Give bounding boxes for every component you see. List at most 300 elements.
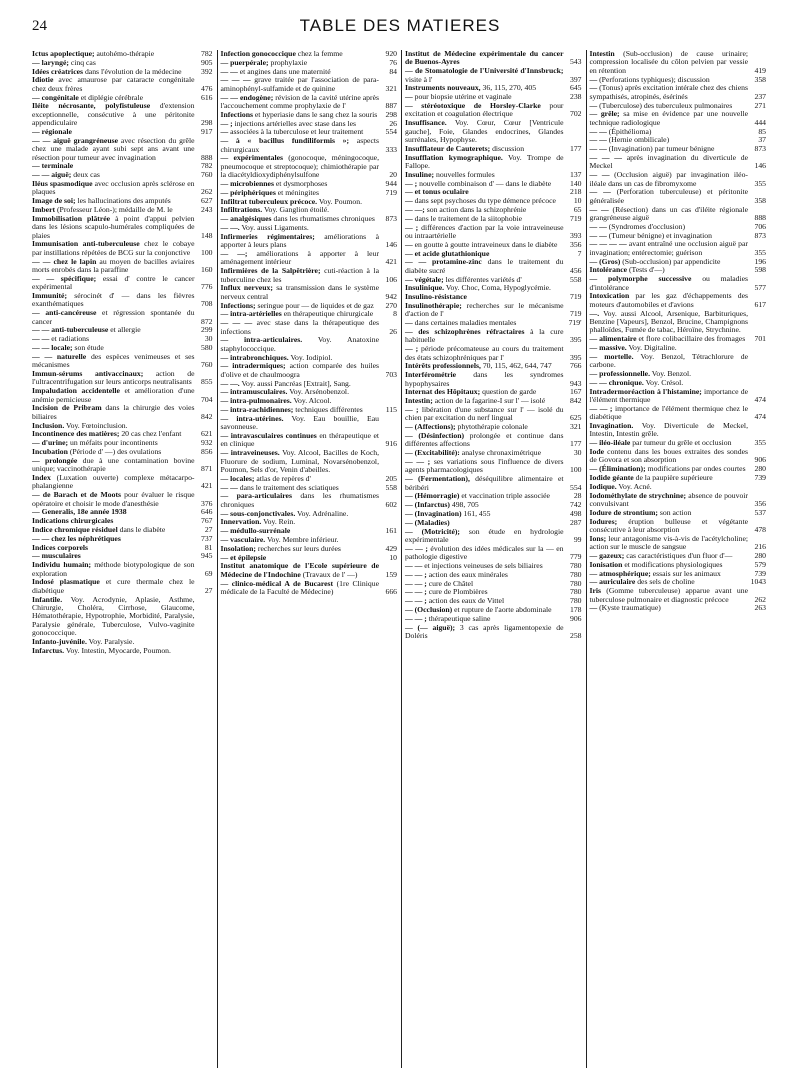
entry-text: sérocinét d' — dans les fièvres exanthématiques <box>32 291 195 309</box>
entry-heading: — — ; <box>405 596 427 606</box>
index-entry <box>590 240 767 257</box>
entry-text: (Kyste traumatique) <box>597 603 661 613</box>
entry-page-ref: 85 <box>758 126 766 136</box>
entry-text: et diplégie cérébrale <box>78 92 144 102</box>
entry-heading: Infanto-juvénile. <box>32 637 87 647</box>
entry-text: visite à l' <box>405 74 433 84</box>
entry-heading: — — naturelle <box>32 351 87 361</box>
entry-heading: Insuline; <box>405 169 435 179</box>
entry-heading: — locales; <box>220 473 255 483</box>
entry-heading: — (Invagination) <box>405 508 462 518</box>
entry-text: leur antagonisme vis-à-vis de l'acétylcholine; action sur le muscle de sangsue <box>589 533 748 552</box>
entry-heading: Iodure de strontium; <box>589 507 658 517</box>
index-entry <box>32 596 213 638</box>
entry-page-ref: 543 <box>569 57 582 67</box>
entry-page-ref: 238 <box>569 92 582 102</box>
entry-page-ref: 456 <box>569 265 582 275</box>
index-entry <box>590 188 767 205</box>
entry-text: (Tumeur bénigne) et invagination <box>606 230 712 240</box>
index-entry <box>590 171 767 188</box>
index-entry <box>405 371 582 388</box>
entry-page-ref: 30 <box>573 448 582 458</box>
entry-heading: — — ; <box>405 587 427 597</box>
entry-page-ref: 146 <box>754 161 766 171</box>
entry-text: avant entraîné une occlusion aiguë par invagination; entérectomie; guérison <box>589 239 748 257</box>
entry-text: due à une contamination bovine unique; vaccinothérapie <box>32 455 195 474</box>
entry-page-ref: 558 <box>569 274 582 284</box>
index-entry <box>32 578 213 595</box>
index-entry <box>32 647 213 655</box>
entry-page-ref: 65 <box>573 205 582 214</box>
entry-heading: Index <box>32 473 51 483</box>
entry-heading: Insulinothérapie; <box>405 300 462 310</box>
entry-page-ref: 28 <box>573 491 582 501</box>
entry-text: absence de pouvoir convulsivant <box>589 490 748 509</box>
entry-text: dans le traitement des sciatiques <box>237 482 339 492</box>
entry-text: dans le traitement de la siitophobie <box>412 213 522 223</box>
entry-text: après invagination du diverticule de Meckel <box>589 153 748 171</box>
entry-heading: — intra-pulmonaires. <box>220 396 292 406</box>
index-entry <box>405 258 582 275</box>
index-entry <box>405 432 582 449</box>
entry-page-ref: 356 <box>754 499 766 509</box>
index-entry <box>405 458 582 475</box>
entry-page-ref: 780 <box>569 587 582 597</box>
entry-heading: Indosé plasmatique <box>32 577 100 587</box>
entry-page-ref: 616 <box>200 92 213 102</box>
entry-text: dans les syndromes hypophysaires <box>405 370 564 388</box>
index-entry <box>32 76 213 93</box>
entry-page-ref: 767 <box>200 516 213 526</box>
entry-heading: Infections <box>220 109 253 119</box>
entry-text: dans sept psychoses du type démence précoce <box>412 196 556 206</box>
entry-text: période précomateuse au cours du traitement des états schizophréniques par l' <box>405 344 564 362</box>
entry-heading: — — chez le lapin <box>32 256 97 266</box>
entry-text: (Perforation tuberculeuse) et péritonite généralisée <box>589 187 749 205</box>
index-entry <box>405 528 582 545</box>
entry-page-ref: 719 <box>569 213 582 223</box>
entry-page-ref: 621 <box>200 429 213 439</box>
entry-text: différences d'action par la voie intraveineuse ou intraartérielle <box>405 222 564 240</box>
entry-text: Voy. Trompe de Fallope. <box>405 152 564 171</box>
entry-page-ref: 243 <box>200 205 213 214</box>
entry-page-ref: 161 <box>385 526 397 536</box>
index-column-1 <box>32 50 217 1068</box>
entry-page-ref: 782 <box>200 50 213 58</box>
entry-text: (Syndromes d'occlusion) <box>606 221 686 231</box>
entry-text: (Tonus) après excitation intérale chez des chiens sympathisés, atropinés, ésérinés <box>589 83 748 101</box>
entry-page-ref: 333 <box>385 144 397 154</box>
entry-page-ref: 421 <box>200 481 213 491</box>
entry-page-ref: 26 <box>389 118 397 128</box>
entry-text: (Sub-occlusion) par appendicite <box>620 256 721 266</box>
index-entry <box>405 302 582 319</box>
entry-page-ref: 205 <box>385 473 397 483</box>
index-entry <box>590 405 767 422</box>
entry-page-ref: 943 <box>569 378 582 388</box>
entry-page-ref: 99 <box>573 534 582 544</box>
entry-heading: — (Désinfection) <box>405 430 465 440</box>
entry-text: et méningites <box>275 187 319 197</box>
entry-text: 20 cas chez l'enfant <box>119 429 182 439</box>
entry-heading: Idiotie <box>32 75 54 85</box>
entry-heading: Infarctus. <box>32 645 65 655</box>
index-entry <box>405 224 582 241</box>
entry-text: cas caractéristiques d'un fluor d'— <box>624 551 733 561</box>
entry-text: (Période d' —) des ovulations <box>67 447 162 457</box>
entry-text: Voy. Benzol. <box>650 369 692 379</box>
entry-heading: Iodide géante <box>589 473 634 483</box>
entry-page-ref: 287 <box>569 517 582 527</box>
entry-heading: — — anti-tuberculeuse <box>32 325 109 335</box>
entry-page-ref: 474 <box>754 412 766 422</box>
index-entry <box>221 432 398 449</box>
entry-text: pour excitation et coagulation électrique <box>405 101 564 119</box>
index-entry <box>32 457 213 474</box>
entry-text: (gonocoque, méningocoque, pneumocoque et streptocoque); chimiothérapie par la diacétyldioxydiphénylsulfone <box>220 153 379 180</box>
entry-text: prophylaxie <box>268 57 308 67</box>
entry-heading: — et tonus oculaire <box>405 187 469 197</box>
entry-page-ref: 355 <box>754 438 766 448</box>
entry-text: dans l'évolution de la médecine <box>83 66 182 76</box>
entry-page-ref: 706 <box>754 221 766 231</box>
entry-heading: — terminale <box>32 161 74 171</box>
entry-text: par tumeur du grêle et occlusion <box>630 438 732 448</box>
entry-page-ref: 704 <box>200 394 213 404</box>
entry-page-ref: 146 <box>385 240 397 250</box>
entry-heading: — — chronique. <box>589 377 644 387</box>
entry-page-ref: 140 <box>569 178 582 188</box>
entry-page-ref: 645 <box>569 83 582 93</box>
index-entry <box>405 475 582 492</box>
entry-text: (Travaux de l' —) <box>300 569 358 579</box>
entry-heading: — intravasculaires continues <box>220 430 317 440</box>
entry-heading: — intra-artérielles <box>220 309 282 319</box>
entry-page-ref: 906 <box>754 455 766 465</box>
index-entry <box>405 50 582 67</box>
entry-page-ref: 916 <box>385 439 397 449</box>
index-entry <box>221 362 398 379</box>
entry-heading: — <box>589 83 598 93</box>
entry-text: deux cas <box>71 170 100 180</box>
entry-text: son action dans la schizophrénie <box>424 205 527 214</box>
entry-text: méthode biotypologique de son exploration <box>32 560 195 578</box>
entry-text: essais sur les animaux <box>650 568 721 578</box>
entry-heading: Individu humain; <box>32 560 92 570</box>
entry-page-ref: 871 <box>200 464 213 474</box>
entry-heading: Immunité; <box>32 291 68 301</box>
entry-page-ref: 258 <box>569 630 582 640</box>
entry-page-ref: 842 <box>200 411 213 421</box>
entry-text: thérapeutique saline <box>426 613 491 623</box>
entry-page-ref: 776 <box>200 282 213 292</box>
entry-text: Voy. aussi Pancréas [Extrait], Sang. <box>239 378 351 388</box>
entry-page-ref: 358 <box>754 195 766 205</box>
entry-page-ref: 270 <box>385 300 397 310</box>
entry-page-ref: 393 <box>569 231 582 240</box>
entry-heading: — — <box>220 482 238 492</box>
entry-page-ref: 444 <box>754 117 766 127</box>
entry-page-ref: 703 <box>385 369 397 379</box>
entry-text: (Hernie ombilicale) <box>606 135 670 145</box>
entry-heading: Ions; <box>589 533 607 543</box>
entry-page-ref: 666 <box>385 586 397 596</box>
entry-page-ref: 10 <box>389 552 397 562</box>
entry-text: sa mise en évidence par une nouvelle technique radiologique <box>589 109 748 127</box>
page-title: TABLE DES MATIERES <box>299 16 501 35</box>
index-entry <box>590 353 767 370</box>
entry-text: (Occlusion aiguë) par invagination iléo-iléale dans un cas de fibromyxome <box>589 170 748 188</box>
index-entry <box>590 84 767 101</box>
entry-heading: — iléo-iléale <box>589 438 631 448</box>
index-entry <box>405 67 582 84</box>
entry-text: cinq cas <box>68 57 96 67</box>
entry-heading: — — <box>589 170 610 180</box>
entry-page-ref: 708 <box>200 299 213 309</box>
entry-text: action de la fagarine-I sur l' — isolé <box>432 396 546 406</box>
entry-text: analyse chronaximétrique <box>459 448 541 458</box>
entry-text: et allergie <box>108 325 141 335</box>
entry-heading: — —. <box>220 378 240 388</box>
entry-heading: Insufflateur de Cauterets; <box>405 143 491 153</box>
entry-heading: Innervation. <box>220 517 262 527</box>
entry-page-ref: 842 <box>569 396 582 406</box>
entry-page-ref: 280 <box>754 464 766 474</box>
entry-text: Voy. Rein. <box>261 517 296 527</box>
entry-page-ref: 355 <box>754 247 766 257</box>
entry-heading: Immobilisation plâtrée <box>32 213 111 223</box>
entry-heading: — ; <box>220 118 233 128</box>
index-entry <box>590 535 767 552</box>
entry-page-ref: 887 <box>385 101 397 110</box>
entry-heading: Iléite nécrosante, polyfistuleuse <box>32 101 151 111</box>
entry-text: techniques différentes <box>293 404 363 414</box>
entry-text: son étude <box>72 343 104 353</box>
index-entry <box>590 50 767 75</box>
entry-text: associées à la tuberculose et leur traitement <box>228 127 364 137</box>
entry-heading: — végétale; <box>405 274 444 284</box>
index-entry <box>221 415 398 432</box>
entry-page-ref: 888 <box>754 213 766 223</box>
index-entry <box>590 587 767 604</box>
entry-heading: — (Élimination); <box>589 464 646 474</box>
entry-heading: Iléus spasmodique <box>32 179 93 188</box>
entry-page-ref: 780 <box>569 578 582 588</box>
entry-text: (Gomme tuberculeuse) apparue avant une tuberculose pulmonaire et diagnostic précoce <box>589 586 748 604</box>
entry-text: Voy. Ganglion étoilé. <box>262 205 330 215</box>
entry-heading: Institut anatomique de l'Ecole supérieure de Médecine de l'Indochine <box>220 561 379 579</box>
entry-text: et modifications physiologiques <box>622 559 723 569</box>
entry-text: pour biopsie utérine et vaginale <box>412 92 512 102</box>
entry-page-ref: 739 <box>754 568 766 578</box>
entry-page-ref: 27 <box>204 525 213 535</box>
entry-heading: — (Hémorragie) <box>405 491 460 501</box>
entry-heading: Indications chirurgicales <box>32 516 114 526</box>
entry-text: et vaccination triple associée <box>459 491 550 501</box>
entry-text: Voy. aussi Ligaments. <box>239 222 309 232</box>
entry-text: et cure thermale chez le diabétique <box>32 577 195 595</box>
entry-text: 36, 115, 270, 405 <box>480 83 537 93</box>
entry-heading: Indices corporels <box>32 542 89 552</box>
entry-heading: Idées créatrices <box>32 66 84 76</box>
entry-page-ref: 421 <box>385 257 397 267</box>
entry-heading: — — <box>32 334 50 344</box>
entry-text: phytothérapie colonale <box>455 422 528 432</box>
entry-heading: — sous-conjonctivales. <box>220 508 296 518</box>
entry-text: Voy. Alcool. <box>291 396 332 406</box>
entry-heading: — —; <box>405 205 425 214</box>
entry-text: aspects chirurgicaux <box>220 136 379 154</box>
entry-page-ref: 617 <box>754 299 766 309</box>
entry-page-ref: 298 <box>385 109 397 119</box>
entry-text: et dysmorphoses <box>273 179 328 188</box>
entry-text: améliorations à apporter à leur aménagement intérieur <box>220 248 380 267</box>
entry-text: 498, 705 <box>449 500 479 510</box>
entry-text: action de l'ultracentrifugation sur leurs anticorps neutralisants <box>32 369 195 387</box>
entry-page-ref: 262 <box>200 187 213 197</box>
entry-heading: Intérêts professionnels, <box>405 361 481 371</box>
entry-text: par les gaz d'échappements des moteurs d'automobiles et d'avions <box>589 291 748 309</box>
entry-heading: — périphériques <box>220 187 276 197</box>
entry-heading: Insulinique. <box>405 283 445 293</box>
entry-heading: — intraveineuses. <box>220 448 280 458</box>
entry-text: et régression spontanée du cancer <box>32 308 195 326</box>
entry-text: à la cure habituelle <box>405 326 564 345</box>
entry-text: autohémo-thérapie <box>94 50 155 58</box>
entry-heading: Iodique. <box>589 481 617 491</box>
entry-heading: — auriculaire <box>589 577 636 587</box>
index-entry <box>32 258 213 275</box>
entry-heading: — intradermiques; <box>220 361 286 371</box>
index-entry <box>32 137 213 162</box>
entry-heading: Infirmeries régimentaires; <box>220 231 315 241</box>
entry-page-ref: 321 <box>569 422 582 432</box>
index-entry <box>405 328 582 345</box>
index-entry <box>32 275 213 292</box>
entry-page-ref: 196 <box>754 256 766 266</box>
entry-heading: — <box>589 100 598 110</box>
page-header <box>32 14 768 38</box>
entry-heading: Invagination. <box>589 421 634 431</box>
entry-text: des sels de choline <box>635 577 695 587</box>
entry-text: son action <box>657 507 692 517</box>
entry-text: sa transmission dans le système nerveux central <box>220 283 379 301</box>
index-entry <box>32 102 213 127</box>
entry-page-ref: 766 <box>569 361 582 371</box>
index-entry <box>221 284 398 301</box>
entry-heading: — atmosphérique; <box>589 568 651 578</box>
index-entry <box>405 154 582 171</box>
entry-text: (1re Clinique médicale de la Faculté de Médecine) <box>220 578 379 596</box>
entry-heading: — (Fermentation), <box>405 474 470 484</box>
entry-page-ref: 905 <box>200 57 213 67</box>
entry-page-ref: 872 <box>200 316 213 326</box>
entry-heading: Insuffisance. <box>405 118 447 128</box>
entry-heading: Incontinence des matières; <box>32 429 120 439</box>
entry-heading: — congénitale <box>32 92 79 102</box>
entry-page-ref: 395 <box>569 352 582 362</box>
entry-text: en thérapeutique et en clinique <box>220 430 379 449</box>
index-entry <box>590 422 767 439</box>
index-entry <box>590 604 767 612</box>
entry-text: (Luxation ouverte) complexe métacarpo-phalangienne <box>32 473 195 491</box>
entry-text: Voy. Acrodynie, Aplasie, Asthme, Chirurgie, Choléra, Cirrhose, Glaucome, Hématothérapie, Hypotrophie, Morbidité, Paralysie, Paralysie générale, Tuberculose, Vulvo-vaginite gonococcique. <box>32 594 195 638</box>
index-entry <box>32 180 213 197</box>
entry-page-ref: 167 <box>569 387 582 397</box>
entry-page-ref: 30 <box>204 334 213 344</box>
entry-heading: — — ; <box>405 543 428 553</box>
entry-page-ref: 920 <box>385 50 397 58</box>
entry-page-ref: 737 <box>200 533 213 543</box>
entry-heading: — — endogène; <box>220 92 274 102</box>
entry-heading: Indice chromique résiduel <box>32 525 118 535</box>
entry-page-ref: 216 <box>754 542 766 552</box>
entry-text: et rupture de l'aorte abdominale <box>452 604 552 614</box>
entry-heading: — — — <box>220 318 253 328</box>
entry-heading: Iode <box>589 447 605 457</box>
index-entry <box>32 292 213 309</box>
entry-heading: — expérimentales <box>220 153 284 163</box>
index-column-3 <box>401 50 586 1068</box>
entry-text: Voy. Paralysie. <box>86 637 135 647</box>
entry-text: Voy. Crésol. <box>643 377 684 387</box>
index-entry <box>590 448 767 465</box>
entry-heading: — puerpérale; <box>220 57 269 67</box>
entry-heading: — de Stomatologie de l'Université d'Innsbruck; <box>405 66 564 76</box>
entry-text: nouvelles formules <box>434 169 495 179</box>
entry-heading: — professionnelle. <box>589 369 651 379</box>
entry-heading: — — <box>589 144 607 154</box>
entry-page-ref: 579 <box>754 559 766 569</box>
entry-heading: Immunisation anti-tuberculeuse <box>32 239 140 249</box>
index-entry <box>32 240 213 257</box>
entry-page-ref: 37 <box>758 135 766 145</box>
entry-page-ref: 100 <box>569 465 582 475</box>
entry-heading: — <box>220 127 229 137</box>
entry-page-ref: 478 <box>754 525 766 535</box>
entry-page-ref: 100 <box>200 247 213 257</box>
entry-heading: Infantile. <box>32 594 63 604</box>
entry-page-ref: 932 <box>200 438 213 448</box>
index-entry <box>405 406 582 423</box>
index-entry <box>590 154 767 171</box>
entry-page-ref: 779 <box>569 552 582 562</box>
entry-page-ref: 115 <box>385 404 397 414</box>
index-entry <box>405 119 582 144</box>
entry-heading: Intoxication <box>589 291 630 301</box>
entry-page-ref: 263 <box>754 603 766 613</box>
entry-text: nouvelle combinaison d' — dans le diabète <box>417 178 552 188</box>
index-entry <box>590 518 767 535</box>
entry-heading: — — <box>589 230 607 240</box>
entry-heading: — — <box>589 126 607 136</box>
entry-heading: — — — <box>220 75 251 85</box>
entry-text: Voy. Alcool, Bacilles de Koch, Fluorure de sodium, Luminal, Novarsénobenzol, Poumon, Sels d'or, Venin d'abeilles. <box>220 448 379 474</box>
entry-heading: — gazeux; <box>589 551 625 561</box>
entry-page-ref: 177 <box>569 143 582 153</box>
index-entry <box>221 319 398 336</box>
entry-page-ref: 780 <box>569 560 582 570</box>
entry-heading: — (Maladies) <box>405 517 450 527</box>
entry-heading: — —; <box>220 248 248 258</box>
entry-text: libération d'une substance sur l' — isolé du chien par excitation du nerf lingual <box>405 404 564 423</box>
entry-heading: — (Affections); <box>405 422 456 432</box>
entry-page-ref: 27 <box>204 585 213 595</box>
entry-text: discussion <box>490 143 525 153</box>
entry-page-ref: 702 <box>569 109 582 119</box>
entry-heading: — d'urine; <box>32 438 69 448</box>
entry-heading: Infirmières de la Salpêtrière; <box>220 266 321 276</box>
